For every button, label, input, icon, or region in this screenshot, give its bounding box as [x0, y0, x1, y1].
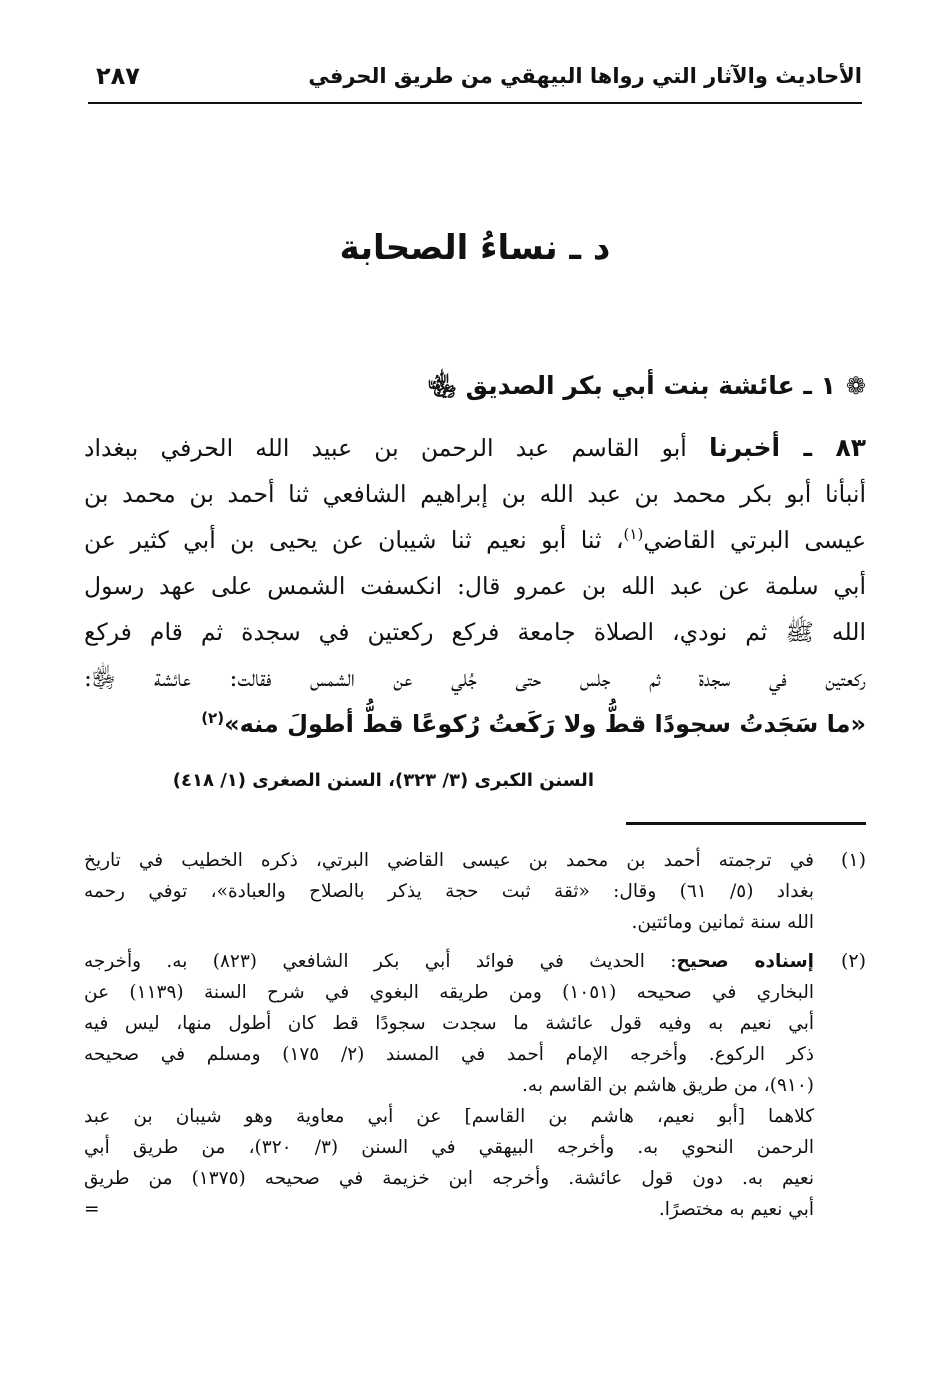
hadith-line: ٨٣ ـ أخبرنا أبو القاسم عبد الرحمن بن عبيد الله الحرفي ببغداد: [84, 433, 867, 462]
footnote-line: إسناده صحيح: الحديث في فوائد أبي بكر الشافعي (٨٢٣) به. وأخرجه: [84, 951, 815, 972]
section-title: د ـ نساءُ الصحابة: [339, 228, 611, 268]
page-number: ٢٨٧: [96, 62, 140, 90]
footnote-line: كلاهما [أبو نعيم، هاشم بن القاسم] عن أبي معاوية وهو شيبان بن عبد: [84, 1106, 814, 1127]
footnote-2: [84, 946, 866, 1225]
hadith-line: عيسى البرتي القاضي$^{(١)}$، ثنا أبو نعيم ثنا شيبان عن يحيى بن أبي كثير عن: [84, 525, 866, 554]
footnote-line: أبي نعيم به مختصرًا. =: [84, 1194, 814, 1225]
hadith-text: [84, 425, 866, 747]
source-reference: السنن الكبرى (٣/ ٣٢٣)، السنن الصغرى (١/ ٤١٨): [172, 770, 594, 791]
footnote-number: (٢): [840, 950, 866, 972]
hadith-line: أبي سلمة عن عبد الله بن عمرو قال: انكسفت الشمس على عهد رسول: [84, 572, 866, 600]
footnote-line: نعيم به. دون قول عائشة. وأخرجه ابن خزيمة في صحيحه (١٣٧٥) من طريق: [84, 1168, 814, 1189]
continuation-mark: =: [84, 1199, 100, 1220]
footnote-line: البخاري في صحيحه (١٠٥١) ومن طريقه البغوي في شرح السنة (١١٣٩) عن: [84, 982, 814, 1003]
footnotes: [84, 845, 866, 1225]
footnote-line: بغداد (٥/ ٦١) وقال: «ثقة ثبت حجة يذكر بالصلاح والعبادة»، توفي رحمه: [84, 881, 814, 902]
footnote-ref: (١): [623, 525, 644, 544]
hadith-lead: ٨٣ ـ أخبرنا: [708, 433, 867, 462]
running-header: [88, 62, 862, 104]
hadith-line: أنبأنا أبو بكر محمد بن عبد الله بن إبراهيم الشافعي ثنا أحمد بن محمد بن: [84, 480, 866, 508]
footnote-ref: (٢): [201, 709, 225, 727]
footnote-lead: إسناده صحيح: [676, 951, 815, 972]
footnote-line: الرحمن النحوي به. وأخرجه البيهقي في السنن (٣/ ٣٢٠)، من طريق أبي: [84, 1137, 814, 1158]
footnote-line: الله سنة ثمانين ومائتين.: [631, 912, 814, 933]
footnote-divider: [626, 822, 866, 825]
hadith-line: ركعتين في سجدة ثم جلس حتى جُلي عن الشمس فقالت: عائشة ﵂:: [84, 664, 866, 692]
flower-ornament-icon: ❁: [845, 372, 866, 400]
footnote-line: أبي نعيم به وفيه قول عائشة ما سجدت سجودًا قط كان أطول منها، ليس فيه: [84, 1013, 814, 1034]
running-header-title: الأحاديث والآثار التي رواها البيهقي من طريق الحرفي: [308, 64, 862, 88]
footnote-1: [84, 845, 866, 938]
footnote-line: (٩١٠)، من طريق هاشم بن القاسم به.: [522, 1075, 814, 1096]
footnote-number: (١): [840, 849, 866, 871]
footnote-line: ذكر الركوع. وأخرجه الإمام أحمد في المسند (٢/ ١٧٥) ومسلم في صحيحه: [84, 1044, 814, 1065]
entry-heading: [427, 370, 866, 407]
footnote-line: في ترجمته أحمد بن محمد بن عيسى القاضي البرتي، ذكره الخطيب في تاريخ: [84, 850, 814, 871]
hadith-line: الله ﷺ ثم نودي، الصلاة جامعة فركع ركعتين في سجدة ثم قام فركع: [84, 618, 866, 646]
hadith-quote: «ما سَجَدتُ سجودًا قطُّ ولا رَكَعتُ رُكوعًا قطُّ أطولَ منه»$^{(٢)}$: [201, 709, 866, 738]
entry-heading-text: ١ ـ عائشة بنت أبي بكر الصديق ﵄: [427, 371, 836, 400]
